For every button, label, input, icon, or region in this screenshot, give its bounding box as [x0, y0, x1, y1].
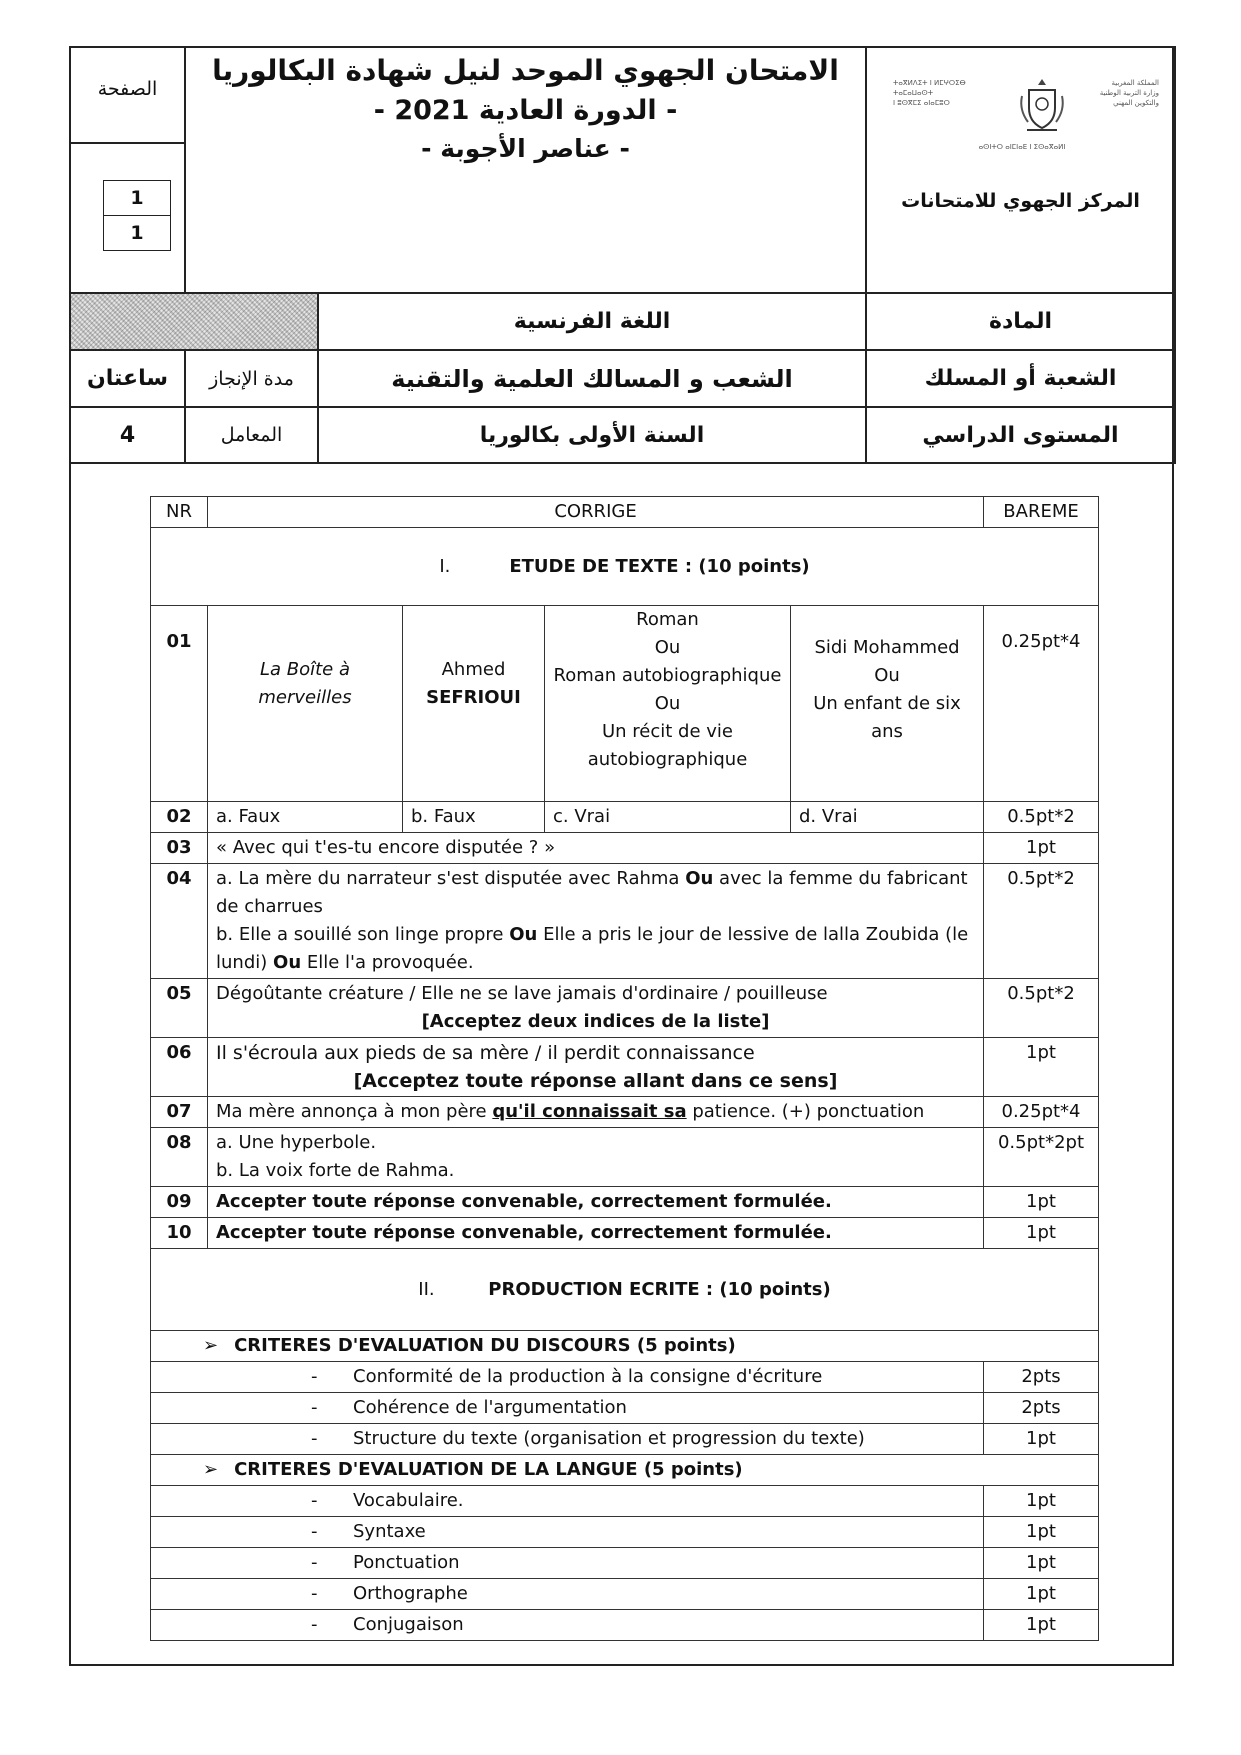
- answer-a-part2: avec la femme du fabricant de charrues: [216, 868, 968, 917]
- criteria-label-cell: [151, 1362, 984, 1393]
- logo-text-left: ⵜⴰⴳⵍⴷⵉⵜ ⵏ ⵍⵎⵖⵔⵉⴱ ⵜⴰⵎⴰⵡⴰⵙⵜ ⵏ ⵓⵙⴳⵎⵉ ⴰⵏⴰⵎⵓⵔ: [893, 79, 966, 107]
- answer-b: b. La voix forte de Rahma.: [216, 1160, 455, 1181]
- regional-center-name: المركز الجهوي للامتحانات: [901, 190, 1140, 212]
- genre-option: Un récit de vie autobiographique: [587, 721, 748, 770]
- page-number: 1: [103, 180, 171, 216]
- question-points: 0.5pt*2: [984, 802, 1099, 833]
- answer-text: [208, 864, 984, 979]
- criteria-label-cell: [151, 1579, 984, 1610]
- page-number-box: [70, 47, 185, 293]
- question-06-row: [151, 1038, 1099, 1097]
- question-02-row: [151, 802, 1099, 833]
- question-number: 05: [151, 979, 208, 1038]
- shaded-cell: [70, 293, 318, 350]
- question-number: 04: [151, 864, 208, 979]
- answer-main: Dégoûtante créature / Elle ne se lave jamais d'ordinaire / pouilleuse: [216, 983, 828, 1004]
- col-header-nr: NR: [151, 497, 208, 528]
- or-keyword: Ou: [273, 952, 302, 973]
- question-points: 1pt: [984, 1218, 1099, 1249]
- dash-bullet: -: [311, 1583, 318, 1604]
- answer-pre: Ma mère annonça à mon père: [216, 1101, 493, 1122]
- ministry-logo-area: [866, 47, 1175, 293]
- criteria-item: [151, 1393, 1099, 1424]
- level-value: السنة الأولى بكالوريا: [318, 407, 866, 463]
- col-header-bareme: BAREME: [984, 497, 1099, 528]
- criteria-label-cell: [151, 1610, 984, 1641]
- exam-title-line1: الامتحان الجهوي الموحد لنيل شهادة البكالوريا: [212, 54, 839, 87]
- arrow-icon: ➢: [203, 1459, 219, 1480]
- exam-header: [69, 46, 1176, 464]
- question-09-row: [151, 1187, 1099, 1218]
- criteria-discours-heading: [151, 1331, 1099, 1362]
- answer-text: [208, 979, 984, 1038]
- criteria-item: [151, 1517, 1099, 1548]
- answer-text: « Avec qui t'es-tu encore disputée ? »: [208, 833, 984, 864]
- dash-bullet: -: [311, 1614, 318, 1635]
- question-10-row: [151, 1218, 1099, 1249]
- section-1-title: ETUDE DE TEXTE : (10 points): [509, 555, 810, 577]
- criteria-langue-heading: [151, 1455, 1099, 1486]
- criteria-heading-cell: [151, 1455, 1099, 1486]
- book-author: [403, 606, 545, 802]
- col-header-corrige: CORRIGE: [208, 497, 984, 528]
- criteria-label-cell: [151, 1424, 984, 1455]
- answer-text: [208, 1128, 984, 1187]
- criteria-label-cell: [151, 1393, 984, 1424]
- answer-text: Accepter toute réponse convenable, correctement formulée.: [208, 1187, 984, 1218]
- dash-bullet: -: [311, 1366, 318, 1387]
- question-03-row: [151, 833, 1099, 864]
- branch-value: الشعب و المسالك العلمية والتقنية: [318, 350, 866, 407]
- exam-session: - الدورة العادية 2021 -: [373, 95, 678, 126]
- criteria-points: 1pt: [984, 1424, 1099, 1455]
- answer-c: c. Vrai: [545, 802, 791, 833]
- question-number: 09: [151, 1187, 208, 1218]
- question-points: 0.25pt*4: [984, 606, 1099, 802]
- page-total: 1: [103, 215, 171, 251]
- question-points: 0.5pt*2pt: [984, 1128, 1099, 1187]
- answer-post: patience. (+) ponctuation: [686, 1101, 925, 1122]
- criteria-item: [151, 1486, 1099, 1517]
- author-last-name: SEFRIOUI: [426, 687, 521, 708]
- logo-text-bottom: ⴰⵙⵏⵜⵔ ⴰⵏⵎⵏⴰⴹ ⵏ ⵉⵙⴰⴳⴰⵍⵏ: [978, 143, 1066, 151]
- answer-text: Accepter toute réponse convenable, correctement formulée.: [208, 1218, 984, 1249]
- page-label: الصفحة: [97, 78, 158, 100]
- answer-a: a. Une hyperbole.: [216, 1132, 377, 1153]
- criteria-heading-cell: [151, 1331, 1099, 1362]
- criteria-points: 1pt: [984, 1486, 1099, 1517]
- answer-b-part1: b. Elle a souillé son linge propre: [216, 924, 504, 945]
- subject-value: اللغة الفرنسية: [318, 293, 866, 350]
- answer-b: b. Faux: [403, 802, 545, 833]
- criteria-points: 1pt: [984, 1517, 1099, 1548]
- genre-or: Ou: [654, 693, 681, 714]
- answer-text: [208, 1097, 984, 1128]
- book-title: La Boîte à merveilles: [208, 606, 403, 802]
- question-04-row: [151, 864, 1099, 979]
- criteria-item: [151, 1610, 1099, 1641]
- answer-text: [208, 1038, 984, 1097]
- question-number: 10: [151, 1218, 208, 1249]
- coat-of-arms-icon: [1017, 76, 1067, 134]
- criteria-points: 1pt: [984, 1610, 1099, 1641]
- branch-label: الشعبة أو المسلك: [866, 350, 1175, 407]
- dash-bullet: -: [311, 1490, 318, 1511]
- duration-label: مدة الإنجاز: [185, 350, 318, 407]
- dash-bullet: -: [311, 1552, 318, 1573]
- question-number: 01: [151, 606, 208, 802]
- genre-or: Ou: [654, 637, 681, 658]
- narrator-option: Sidi Mohammed: [814, 637, 960, 658]
- coefficient-label: المعامل: [185, 407, 318, 463]
- criteria-label: Ponctuation: [353, 1552, 460, 1573]
- criteria-item: [151, 1548, 1099, 1579]
- section-2-title: PRODUCTION ECRITE : (10 points): [488, 1278, 831, 1300]
- question-points: 0.5pt*2: [984, 979, 1099, 1038]
- answer-a-part1: a. La mère du narrateur s'est disputée avec Rahma: [216, 868, 680, 889]
- genre-option: Roman autobiographique: [553, 665, 782, 686]
- answer-a: a. Faux: [208, 802, 403, 833]
- criteria-label: Conjugaison: [353, 1614, 464, 1635]
- question-number: 08: [151, 1128, 208, 1187]
- criteria-item: [151, 1579, 1099, 1610]
- criteria-label: Structure du texte (organisation et progression du texte): [353, 1428, 865, 1449]
- dash-bullet: -: [311, 1428, 318, 1449]
- dash-bullet: -: [311, 1521, 318, 1542]
- answer-main: Il s'écroula aux pieds de sa mère / il perdit connaissance: [216, 1042, 755, 1064]
- criteria-label: Cohérence de l'argumentation: [353, 1397, 627, 1418]
- section-2-number: II.: [418, 1278, 435, 1300]
- question-points: 1pt: [984, 1038, 1099, 1097]
- genre-option: Roman: [636, 609, 699, 630]
- duration-value: ساعتان: [70, 350, 185, 407]
- answer-d: d. Vrai: [791, 802, 984, 833]
- criteria-points: 2pts: [984, 1393, 1099, 1424]
- exam-title: [185, 47, 866, 293]
- criteria-points: 2pts: [984, 1362, 1099, 1393]
- question-points: 1pt: [984, 833, 1099, 864]
- question-07-row: [151, 1097, 1099, 1128]
- question-01-row: [151, 606, 1099, 802]
- criteria-points: 1pt: [984, 1548, 1099, 1579]
- section-1-heading: [151, 528, 1099, 606]
- question-points: 1pt: [984, 1187, 1099, 1218]
- level-label: المستوى الدراسي: [866, 407, 1175, 463]
- criteria-title: CRITERES D'EVALUATION DU DISCOURS (5 points): [234, 1335, 736, 1356]
- question-number: 03: [151, 833, 208, 864]
- coefficient-value: 4: [70, 407, 185, 463]
- answer-note: [Acceptez deux indices de la liste]: [421, 1011, 770, 1032]
- question-number: 02: [151, 802, 208, 833]
- criteria-label: Conformité de la production à la consigne d'écriture: [353, 1366, 823, 1387]
- criteria-label: Orthographe: [353, 1583, 468, 1604]
- answer-underlined: qu'il connaissait sa: [492, 1101, 687, 1122]
- author-first-name: Ahmed: [441, 659, 506, 680]
- book-narrator: [791, 606, 984, 802]
- arrow-icon: ➢: [203, 1335, 219, 1356]
- criteria-item: [151, 1362, 1099, 1393]
- criteria-label: Vocabulaire.: [353, 1490, 464, 1511]
- section-1-number: I.: [439, 555, 451, 577]
- criteria-label-cell: [151, 1486, 984, 1517]
- narrator-or: Ou: [874, 665, 900, 686]
- answer-b-part3: Elle l'a provoquée.: [306, 952, 474, 973]
- criteria-title: CRITERES D'EVALUATION DE LA LANGUE (5 points): [234, 1459, 743, 1480]
- narrator-option: Un enfant de six ans: [813, 693, 961, 742]
- exam-subtitle: - عناصر الأجوبة -: [421, 134, 630, 163]
- question-number: 07: [151, 1097, 208, 1128]
- criteria-label-cell: [151, 1548, 984, 1579]
- criteria-label: Syntaxe: [353, 1521, 426, 1542]
- question-08-row: [151, 1128, 1099, 1187]
- answer-key-table: [150, 496, 1099, 1641]
- or-keyword: Ou: [509, 924, 538, 945]
- book-genre: [545, 606, 791, 802]
- answer-b-part2: Elle a pris le jour de lessive de lalla Zoubida (le lundi): [216, 924, 969, 973]
- criteria-item: [151, 1424, 1099, 1455]
- question-points: 0.5pt*2: [984, 864, 1099, 979]
- question-number: 06: [151, 1038, 208, 1097]
- question-05-row: [151, 979, 1099, 1038]
- section-2-heading: [151, 1249, 1099, 1331]
- dash-bullet: -: [311, 1397, 318, 1418]
- criteria-points: 1pt: [984, 1579, 1099, 1610]
- subject-label: المادة: [866, 293, 1175, 350]
- criteria-label-cell: [151, 1517, 984, 1548]
- logo-text-right: المملكة المغربية وزارة التربية الوطنية والتكوين المهني: [1099, 79, 1159, 107]
- answer-note: [Acceptez toute réponse allant dans ce sens]: [353, 1070, 838, 1092]
- question-points: 0.25pt*4: [984, 1097, 1099, 1128]
- or-keyword: Ou: [685, 868, 714, 889]
